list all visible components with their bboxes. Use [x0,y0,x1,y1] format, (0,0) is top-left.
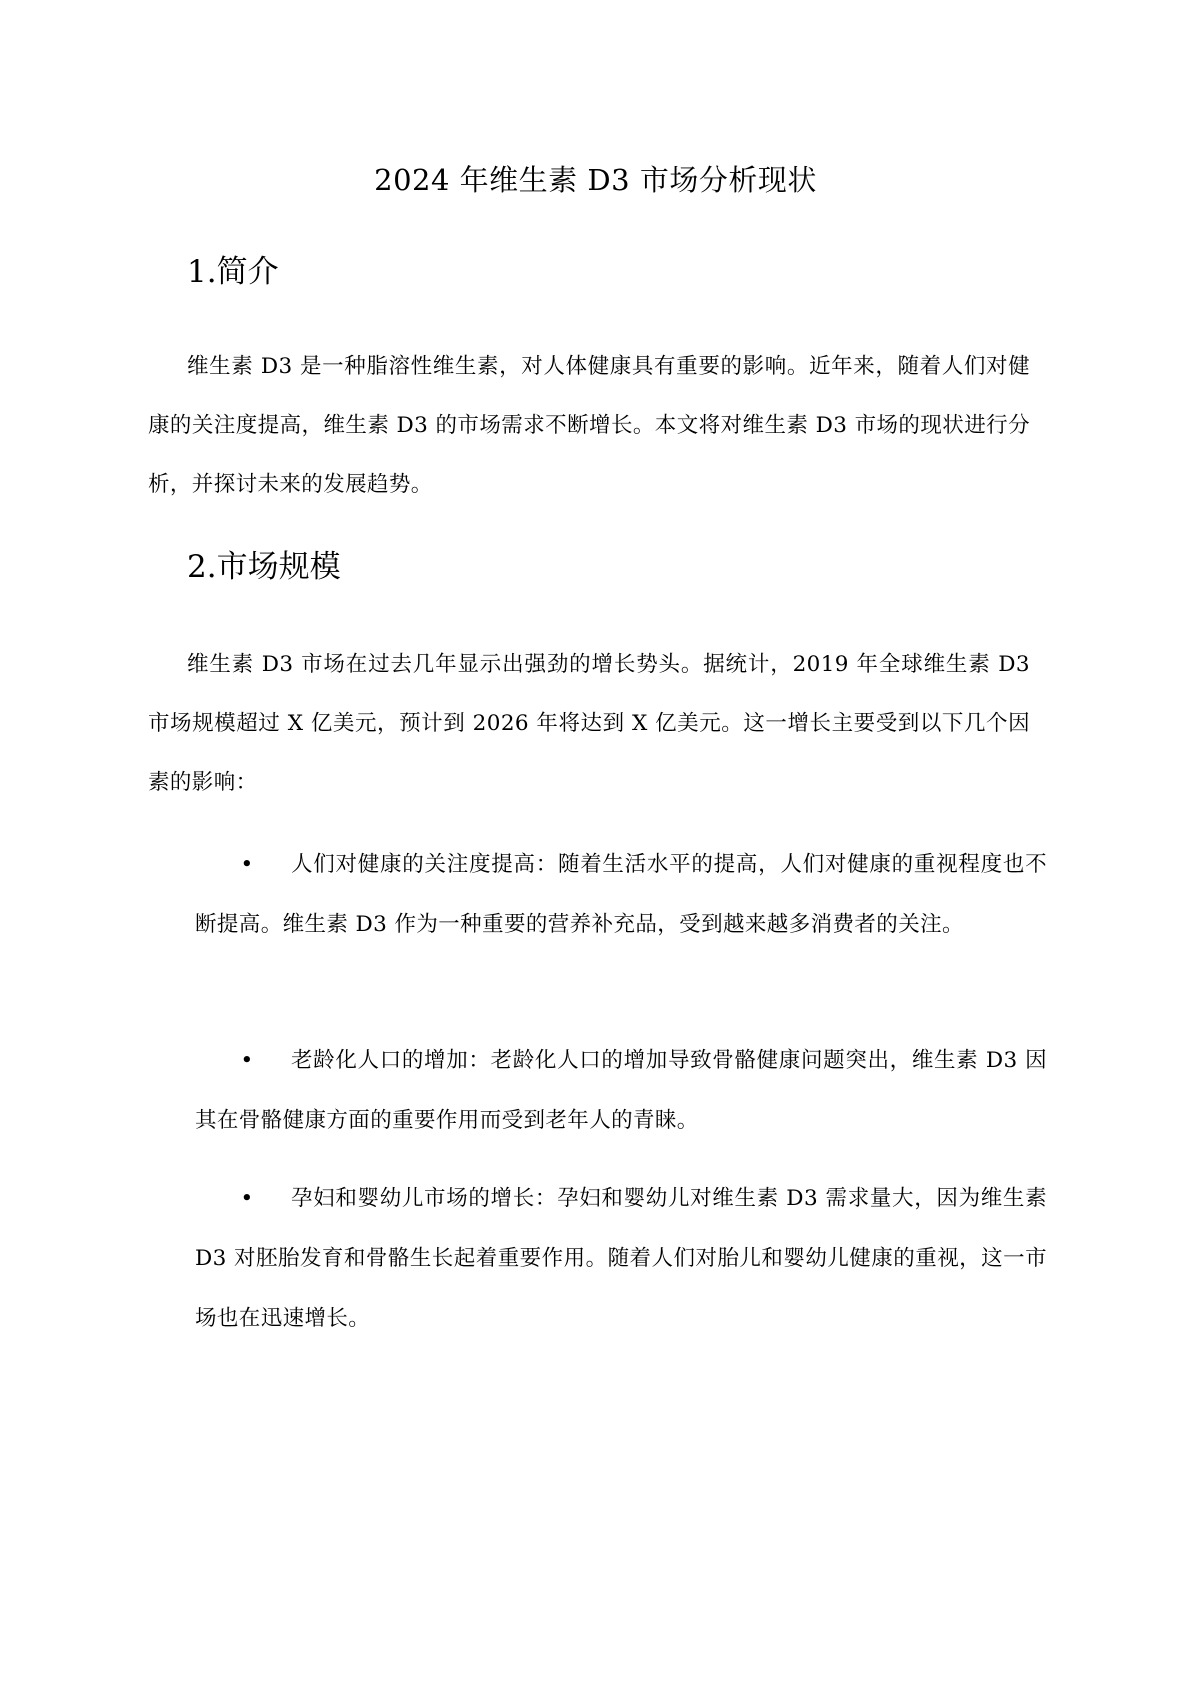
bullet-text: 孕妇和婴幼儿市场的增长：孕妇和婴幼儿对维生素 D3 需求量大，因为维生素 D3 对胚胎发育和骨骼生长起着重要作用。随着人们对胎儿和婴幼儿健康的重视，这一市场也在迅速增长。 [195,1186,1047,1331]
bullet-item-aging-population [195,1031,1047,1151]
bullet-marker: • [240,1048,254,1073]
bullet-text: 老龄化人口的增加：老龄化人口的增加导致骨骼健康问题突出，维生素 D3 因其在骨骼健康方面的重要作用而受到老年人的青睐。 [195,1048,1047,1133]
intro-paragraph: 维生素 D3 是一种脂溶性维生素，对人体健康具有重要的影响。近年来，随着人们对健康的关注度提高，维生素 D3 的市场需求不断增长。本文将对维生素 D3 市场的现状进行分析，并探讨未来的发展趋势。 [148,354,1030,497]
market-size-paragraph: 维生素 D3 市场在过去几年显示出强劲的增长势头。据统计，2019 年全球维生素 D3 市场规模超过 X 亿美元，预计到 2026 年将达到 X 亿美元。这一增长主要受到以下几个因素的影响： [148,652,1030,795]
document-title: 2024 年维生素 D3 市场分析现状 [374,163,817,197]
bullet-marker: • [240,1186,254,1211]
bullet-item-maternal-infant-market [195,1169,1047,1349]
section-heading-market-size: 2.市场规模 [187,549,341,585]
bullet-text: 人们对健康的关注度提高：随着生活水平的提高，人们对健康的重视程度也不断提高。维生素 D3 作为一种重要的营养补充品，受到越来越多消费者的关注。 [195,852,1047,937]
section-heading-intro: 1.简介 [187,254,279,290]
bullet-item-health-awareness [195,835,1047,955]
bullet-marker: • [240,852,254,877]
